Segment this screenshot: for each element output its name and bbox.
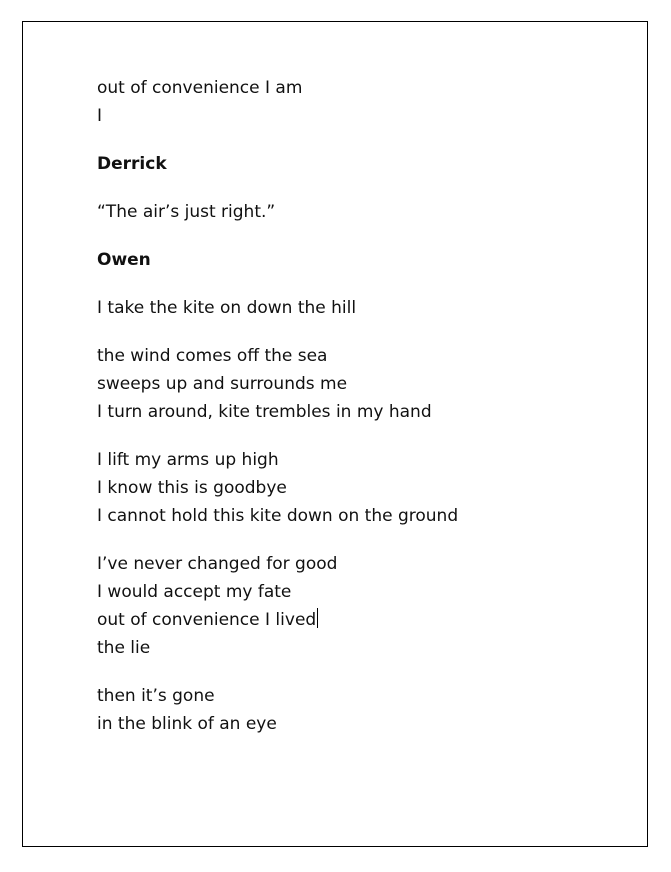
text-line: I know this is goodbye — [97, 478, 287, 498]
text-line: “The air’s just right.” — [97, 202, 276, 222]
document-body[interactable] — [97, 74, 617, 738]
text-line: I turn around, kite trembles in my hand — [97, 402, 432, 422]
text-line: out of convenience I lived — [97, 610, 317, 630]
text-line: I — [97, 106, 103, 126]
text-cursor — [317, 608, 318, 628]
speaker-heading: Derrick — [97, 154, 167, 174]
text-line: the lie — [97, 638, 151, 658]
text-line: then it’s gone — [97, 686, 215, 706]
text-line: in the blink of an eye — [97, 714, 277, 734]
speaker-heading: Owen — [97, 250, 151, 270]
text-line: I cannot hold this kite down on the ground — [97, 506, 459, 526]
text-line: I take the kite on down the hill — [97, 298, 357, 318]
text-line: sweeps up and surrounds me — [97, 374, 348, 394]
text-line: I lift my arms up high — [97, 450, 279, 470]
document-page — [22, 21, 648, 847]
text-line: I would accept my fate — [97, 582, 292, 602]
text-line: I’ve never changed for good — [97, 554, 338, 574]
text-line: out of convenience I am — [97, 78, 303, 98]
text-line: the wind comes off the sea — [97, 346, 328, 366]
text-line-with-cursor — [97, 606, 617, 634]
